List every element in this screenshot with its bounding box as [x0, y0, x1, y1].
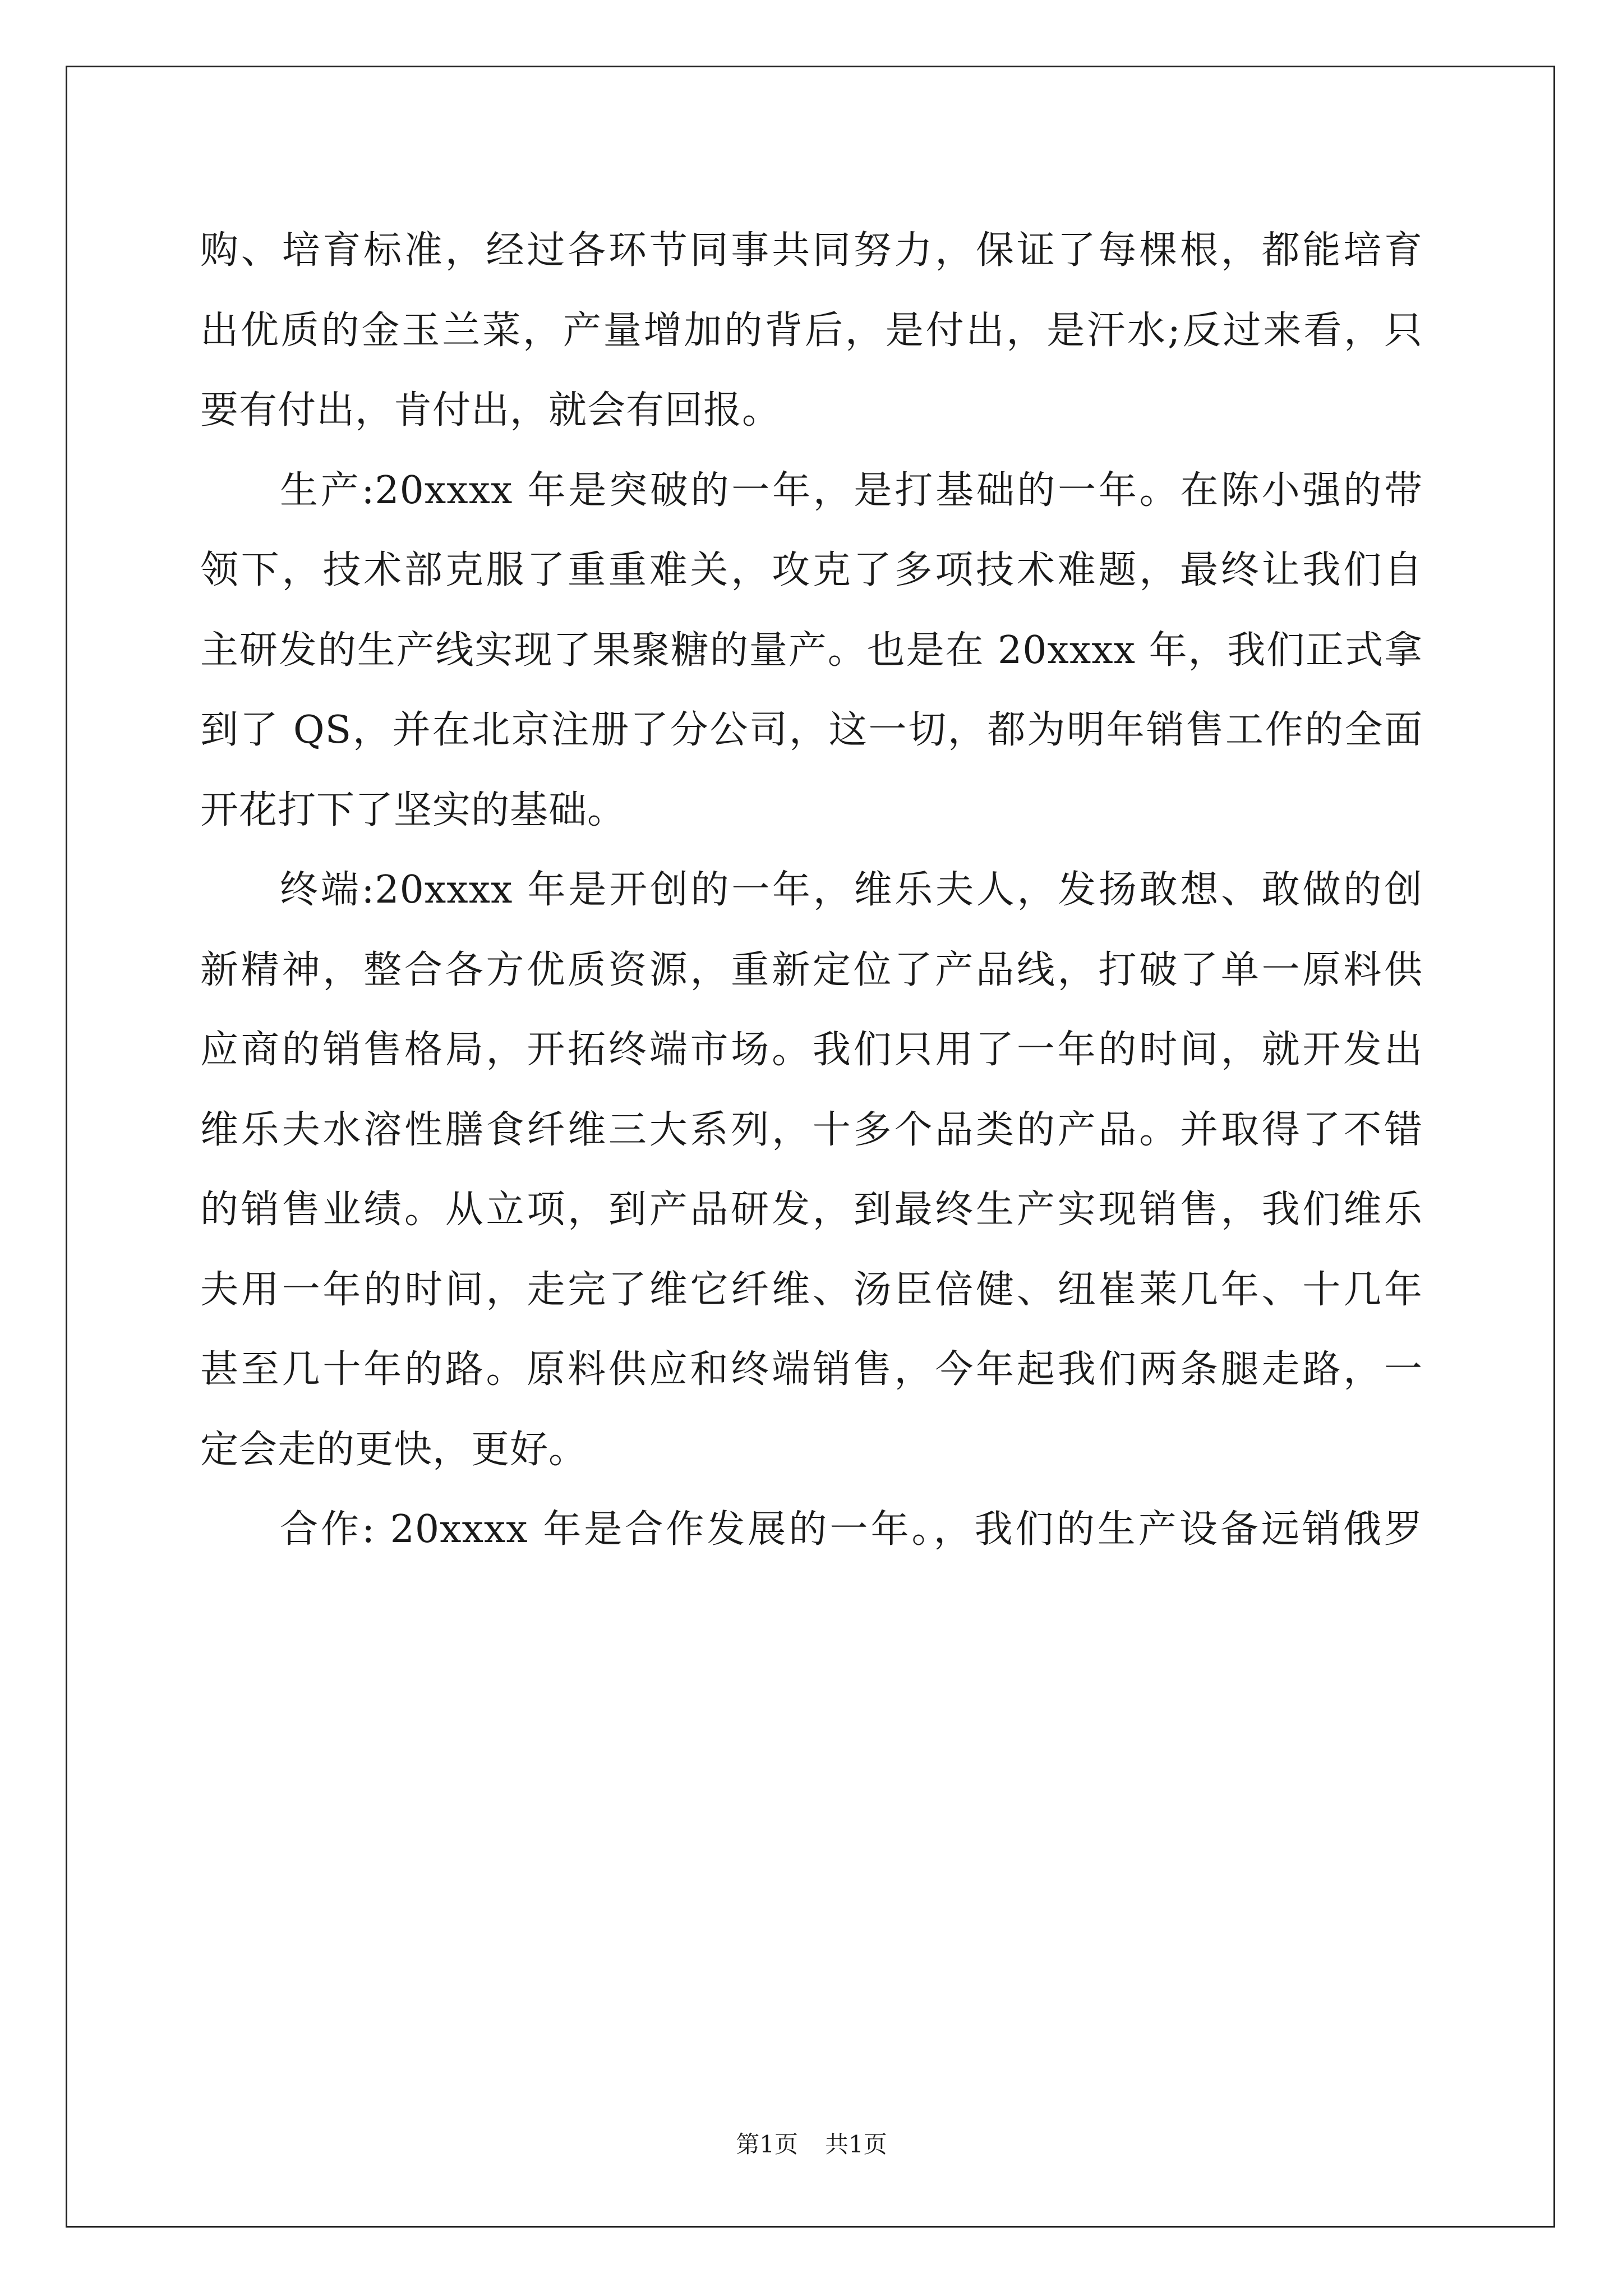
text-line: 要有付出，肯付出，就会有回报。 — [200, 388, 781, 432]
text-line: 主研发的生产线实现了果聚糖的量产。也是在 20xxxx 年，我们正式拿 — [200, 628, 1423, 673]
text-line: 出优质的金玉兰菜，产量增加的背后，是付出，是汗水;反过来看，只 — [200, 308, 1423, 353]
text-line: 甚至几十年的路。原料供应和终端销售，今年起我们两条腿走路，一 — [200, 1347, 1423, 1392]
paragraph-start-line: 终端:20xxxx 年是开创的一年，维乐夫人，发扬敢想、敢做的创 — [280, 868, 1423, 912]
text-line: 到了 QS，并在北京注册了分公司，这一切，都为明年销售工作的全面 — [200, 708, 1423, 752]
text-line: 定会走的更快，更好。 — [200, 1427, 588, 1472]
text-line: 领下，技术部克服了重重难关，攻克了多项技术难题，最终让我们自 — [200, 548, 1423, 592]
text-line: 新精神，整合各方优质资源，重新定位了产品线，打破了单一原料供 — [200, 947, 1423, 992]
page-number: 第1页 — [736, 2131, 798, 2158]
document-body — [200, 211, 1423, 1570]
text-line: 的销售业绩。从立项，到产品研发，到最终生产实现销售，我们维乐 — [200, 1188, 1423, 1232]
text-line: 购、培育标准，经过各环节同事共同努力，保证了每棵根，都能培育 — [200, 228, 1423, 273]
page-total: 共1页 — [825, 2131, 887, 2158]
text-line: 应商的销售格局，开拓终端市场。我们只用了一年的时间，就开发出 — [200, 1028, 1423, 1072]
page-footer — [0, 2131, 1623, 2159]
paragraph-start-line: 合作: 20xxxx 年是合作发展的一年。，我们的生产设备远销俄罗 — [280, 1507, 1423, 1552]
text-line: 开花打下了坚实的基础。 — [200, 788, 626, 832]
text-line: 夫用一年的时间，走完了维它纤维、汤臣倍健、纽崔莱几年、十几年 — [200, 1267, 1423, 1312]
paragraph-start-line: 生产:20xxxx 年是突破的一年，是打基础的一年。在陈小强的带 — [280, 468, 1423, 513]
text-line: 维乐夫水溶性膳食纤维三大系列，十多个品类的产品。并取得了不错 — [200, 1107, 1423, 1152]
